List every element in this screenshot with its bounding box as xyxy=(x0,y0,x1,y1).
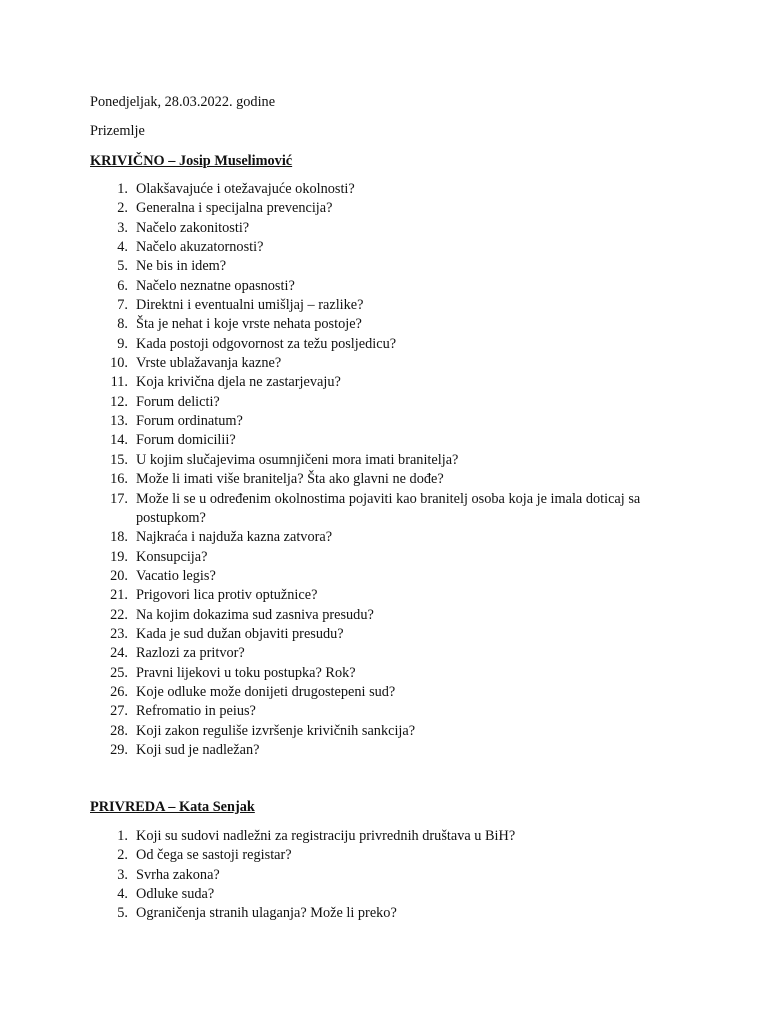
question-number: 17. xyxy=(110,490,128,507)
question-number: 3. xyxy=(117,866,128,883)
question-number: 20. xyxy=(110,567,128,584)
question-number: 5. xyxy=(117,258,128,275)
question-number: 18. xyxy=(110,529,128,546)
question-number: 19. xyxy=(110,548,128,565)
question-text: Može li imati više branitelja? Šta ako glavni ne dođe? xyxy=(136,471,444,488)
question-item xyxy=(0,606,696,625)
question-item xyxy=(0,180,696,199)
question-item xyxy=(0,412,696,431)
question-number: 12. xyxy=(110,393,128,410)
question-text: Može li se u određenim okolnostima pojaviti kao branitelj osoba koja je imala doticaj sa postupkom? xyxy=(136,490,641,526)
question-text: Vacatio legis? xyxy=(136,567,216,584)
section-title-krivicno: KRIVIČNO – Josip Muselimović xyxy=(90,153,293,169)
question-text: Ograničenja stranih ulaganja? Može li preko? xyxy=(136,905,397,922)
question-text: Na kojim dokazima sud zasniva presudu? xyxy=(136,606,374,623)
question-number: 13. xyxy=(110,413,128,430)
question-text: Pravni lijekovi u toku postupka? Rok? xyxy=(136,664,356,681)
question-number: 1. xyxy=(117,181,128,197)
question-text: Svrha zakona? xyxy=(136,866,220,883)
question-text: Odluke suda? xyxy=(136,886,215,903)
question-text: U kojim slučajevima osumnjičeni mora imati branitelja? xyxy=(136,451,459,468)
question-number: 27. xyxy=(110,703,128,720)
question-item xyxy=(0,741,696,760)
question-number: 26. xyxy=(110,683,128,700)
question-number: 23. xyxy=(110,625,128,642)
question-text: Ne bis in idem? xyxy=(136,258,227,275)
question-text: Načelo zakonitosti? xyxy=(136,219,250,236)
question-number: 9. xyxy=(117,335,128,352)
question-item xyxy=(0,664,696,683)
question-item xyxy=(0,335,696,354)
question-text: Generalna i specijalna prevencija? xyxy=(136,200,333,217)
question-item xyxy=(0,373,696,392)
question-number: 2. xyxy=(117,200,128,217)
question-text: Vrste ublažavanja kazne? xyxy=(136,355,282,372)
question-item xyxy=(0,431,696,450)
question-item xyxy=(0,451,696,470)
question-number: 6. xyxy=(117,277,128,294)
question-number: 7. xyxy=(117,297,128,314)
question-text: Koji zakon reguliše izvršenje krivičnih sankcija? xyxy=(136,722,416,739)
question-text: Koji sud je nadležan? xyxy=(136,741,260,758)
question-number: 4. xyxy=(117,886,128,903)
question-item xyxy=(0,315,696,334)
question-text: Forum delicti? xyxy=(136,393,220,410)
question-item xyxy=(0,885,696,904)
question-item xyxy=(0,490,696,529)
question-item xyxy=(0,393,696,412)
date-line: Ponedjeljak, 28.03.2022. godine xyxy=(90,94,276,110)
question-item xyxy=(0,354,696,373)
question-item xyxy=(0,827,696,846)
question-list-krivicno xyxy=(0,180,768,760)
question-text: Koja krivična djela ne zastarjevaju? xyxy=(136,374,341,391)
section-title-privreda: PRIVREDA – Kata Senjak xyxy=(90,799,255,815)
question-list-privreda xyxy=(0,827,768,924)
question-number: 15. xyxy=(110,451,128,468)
question-text: Koji su sudovi nadležni za registraciju privrednih društava u BiH? xyxy=(136,828,516,844)
question-item xyxy=(0,567,696,586)
question-number: 21. xyxy=(110,587,128,604)
question-text: Kada je sud dužan objaviti presudu? xyxy=(136,625,344,642)
question-item xyxy=(0,866,696,885)
question-number: 25. xyxy=(110,664,128,681)
question-text: Razlozi za pritvor? xyxy=(136,645,245,662)
question-number: 8. xyxy=(117,316,128,333)
question-item xyxy=(0,683,696,702)
question-number: 11. xyxy=(110,374,128,391)
question-item xyxy=(0,548,696,567)
question-item xyxy=(0,722,696,741)
question-item xyxy=(0,296,696,315)
question-text: Olakšavajuće i otežavajuće okolnosti? xyxy=(136,181,355,197)
question-item xyxy=(0,219,696,238)
question-number: 28. xyxy=(110,722,128,739)
question-text: Načelo akuzatornosti? xyxy=(136,239,264,256)
question-item xyxy=(0,238,696,257)
question-item xyxy=(0,846,696,865)
question-text: Forum ordinatum? xyxy=(136,413,243,430)
question-text: Forum domicilii? xyxy=(136,432,236,449)
question-number: 14. xyxy=(110,432,128,449)
question-item xyxy=(0,904,696,923)
question-number: 22. xyxy=(110,606,128,623)
question-item xyxy=(0,528,696,547)
question-text: Najkraća i najduža kazna zatvora? xyxy=(136,529,333,546)
question-item xyxy=(0,470,696,489)
question-number: 24. xyxy=(110,645,128,662)
question-number: 29. xyxy=(110,741,128,758)
question-text: Koje odluke može donijeti drugostepeni sud? xyxy=(136,683,396,700)
question-item xyxy=(0,586,696,605)
question-item xyxy=(0,625,696,644)
question-item xyxy=(0,257,696,276)
question-number: 2. xyxy=(117,847,128,864)
question-item xyxy=(0,702,696,721)
question-number: 5. xyxy=(117,905,128,922)
question-text: Konsupcija? xyxy=(136,548,208,565)
question-number: 16. xyxy=(110,471,128,488)
question-item xyxy=(0,199,696,218)
question-item xyxy=(0,277,696,296)
question-number: 1. xyxy=(117,828,128,844)
question-text: Načelo neznatne opasnosti? xyxy=(136,277,295,294)
question-text: Direktni i eventualni umišljaj – razlike? xyxy=(136,297,364,314)
question-number: 10. xyxy=(110,355,128,372)
question-text: Kada postoji odgovornost za težu posljedicu? xyxy=(136,335,397,352)
question-text: Od čega se sastoji registar? xyxy=(136,847,292,864)
question-text: Refromatio in peius? xyxy=(136,703,256,720)
location-line: Prizemlje xyxy=(90,123,145,139)
question-number: 4. xyxy=(117,239,128,256)
question-number: 3. xyxy=(117,219,128,236)
question-text: Prigovori lica protiv optužnice? xyxy=(136,587,318,604)
question-item xyxy=(0,644,696,663)
question-text: Šta je nehat i koje vrste nehata postoje? xyxy=(136,316,362,333)
